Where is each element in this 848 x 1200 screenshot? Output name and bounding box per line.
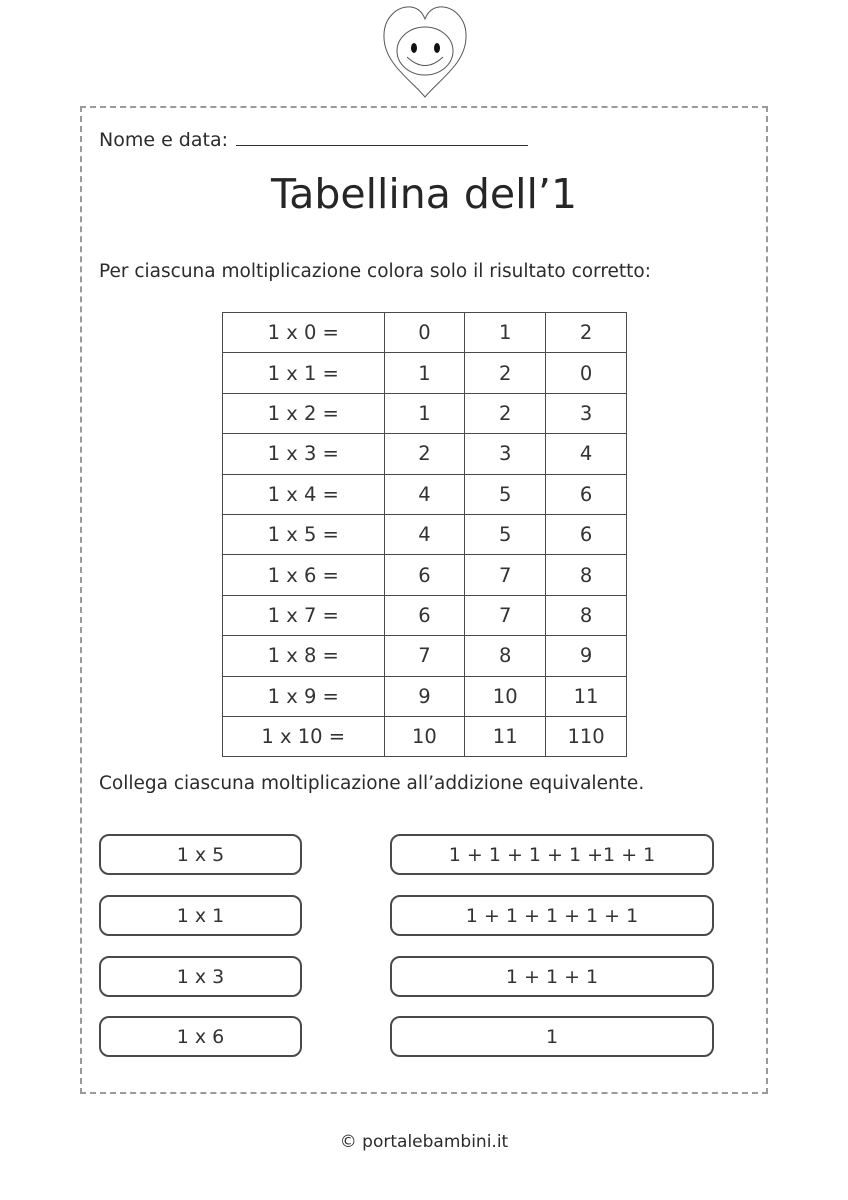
multiplication-expression: 1 x 5 = bbox=[223, 514, 385, 554]
table-row bbox=[223, 676, 627, 716]
answer-option-cell[interactable]: 7 bbox=[384, 636, 465, 676]
answer-option-cell[interactable]: 4 bbox=[384, 474, 465, 514]
answer-option-cell[interactable]: 2 bbox=[465, 393, 546, 433]
answer-option-cell[interactable]: 10 bbox=[465, 676, 546, 716]
multiplication-expression: 1 x 0 = bbox=[223, 313, 385, 353]
answer-option-cell[interactable]: 8 bbox=[465, 636, 546, 676]
exercise1-instruction: Per ciascuna moltiplicazione colora solo il risultato corretto: bbox=[99, 261, 651, 282]
copyright-footer: © portalebambini.it bbox=[339, 1132, 509, 1152]
multiplication-expression: 1 x 8 = bbox=[223, 636, 385, 676]
answer-option-cell[interactable]: 2 bbox=[465, 353, 546, 393]
multiplication-box[interactable]: 1 x 6 bbox=[99, 1016, 302, 1057]
multiplication-expression: 1 x 4 = bbox=[223, 474, 385, 514]
multiplication-expression: 1 x 6 = bbox=[223, 555, 385, 595]
table-row bbox=[223, 313, 627, 353]
multiplication-expression: 1 x 2 = bbox=[223, 393, 385, 433]
addition-box[interactable]: 1 + 1 + 1 + 1 +1 + 1 bbox=[390, 834, 714, 875]
multiplication-box[interactable]: 1 x 5 bbox=[99, 834, 302, 875]
answer-option-cell[interactable]: 3 bbox=[465, 434, 546, 474]
answer-option-cell[interactable]: 1 bbox=[384, 393, 465, 433]
smiling-heart-logo bbox=[381, 2, 469, 98]
multiplication-box[interactable]: 1 x 3 bbox=[99, 956, 302, 997]
answer-option-cell[interactable]: 2 bbox=[546, 313, 627, 353]
multiplication-table bbox=[222, 312, 627, 757]
answer-option-cell[interactable]: 5 bbox=[465, 474, 546, 514]
answer-option-cell[interactable]: 0 bbox=[384, 313, 465, 353]
exercise2-instruction: Collega ciascuna moltiplicazione all’addizione equivalente. bbox=[99, 773, 645, 794]
answer-option-cell[interactable]: 8 bbox=[546, 595, 627, 635]
addition-box[interactable]: 1 bbox=[390, 1016, 714, 1057]
multiplication-expression: 1 x 9 = bbox=[223, 676, 385, 716]
answer-option-cell[interactable]: 7 bbox=[465, 555, 546, 595]
multiplication-expression: 1 x 1 = bbox=[223, 353, 385, 393]
answer-option-cell[interactable]: 11 bbox=[465, 716, 546, 756]
answer-option-cell[interactable]: 3 bbox=[546, 393, 627, 433]
answer-option-cell[interactable]: 1 bbox=[465, 313, 546, 353]
table-row bbox=[223, 595, 627, 635]
table-row bbox=[223, 555, 627, 595]
answer-option-cell[interactable]: 9 bbox=[384, 676, 465, 716]
answer-option-cell[interactable]: 6 bbox=[384, 595, 465, 635]
name-date-blank-line[interactable] bbox=[236, 128, 528, 146]
addition-box[interactable]: 1 + 1 + 1 + 1 + 1 bbox=[390, 895, 714, 936]
answer-option-cell[interactable]: 1 bbox=[384, 353, 465, 393]
answer-option-cell[interactable]: 4 bbox=[384, 514, 465, 554]
answer-option-cell[interactable]: 10 bbox=[384, 716, 465, 756]
table-row bbox=[223, 353, 627, 393]
name-date-row bbox=[99, 128, 528, 151]
answer-option-cell[interactable]: 11 bbox=[546, 676, 627, 716]
addition-box[interactable]: 1 + 1 + 1 bbox=[390, 956, 714, 997]
table-row bbox=[223, 514, 627, 554]
answer-option-cell[interactable]: 8 bbox=[546, 555, 627, 595]
table-row bbox=[223, 434, 627, 474]
answer-option-cell[interactable]: 2 bbox=[384, 434, 465, 474]
table-row bbox=[223, 716, 627, 756]
table-row bbox=[223, 636, 627, 676]
page-title: Tabellina dell’1 bbox=[270, 170, 578, 218]
answer-option-cell[interactable]: 6 bbox=[384, 555, 465, 595]
multiplication-expression: 1 x 10 = bbox=[223, 716, 385, 756]
multiplication-expression: 1 x 7 = bbox=[223, 595, 385, 635]
multiplication-expression: 1 x 3 = bbox=[223, 434, 385, 474]
name-date-label: Nome e data: bbox=[99, 129, 229, 151]
multiplication-box[interactable]: 1 x 1 bbox=[99, 895, 302, 936]
answer-option-cell[interactable]: 4 bbox=[546, 434, 627, 474]
answer-option-cell[interactable]: 5 bbox=[465, 514, 546, 554]
answer-option-cell[interactable]: 9 bbox=[546, 636, 627, 676]
answer-option-cell[interactable]: 6 bbox=[546, 474, 627, 514]
smiling-heart-icon bbox=[381, 2, 469, 98]
answer-option-cell[interactable]: 0 bbox=[546, 353, 627, 393]
table-row bbox=[223, 393, 627, 433]
answer-option-cell[interactable]: 110 bbox=[546, 716, 627, 756]
answer-option-cell[interactable]: 6 bbox=[546, 514, 627, 554]
table-row bbox=[223, 474, 627, 514]
answer-option-cell[interactable]: 7 bbox=[465, 595, 546, 635]
